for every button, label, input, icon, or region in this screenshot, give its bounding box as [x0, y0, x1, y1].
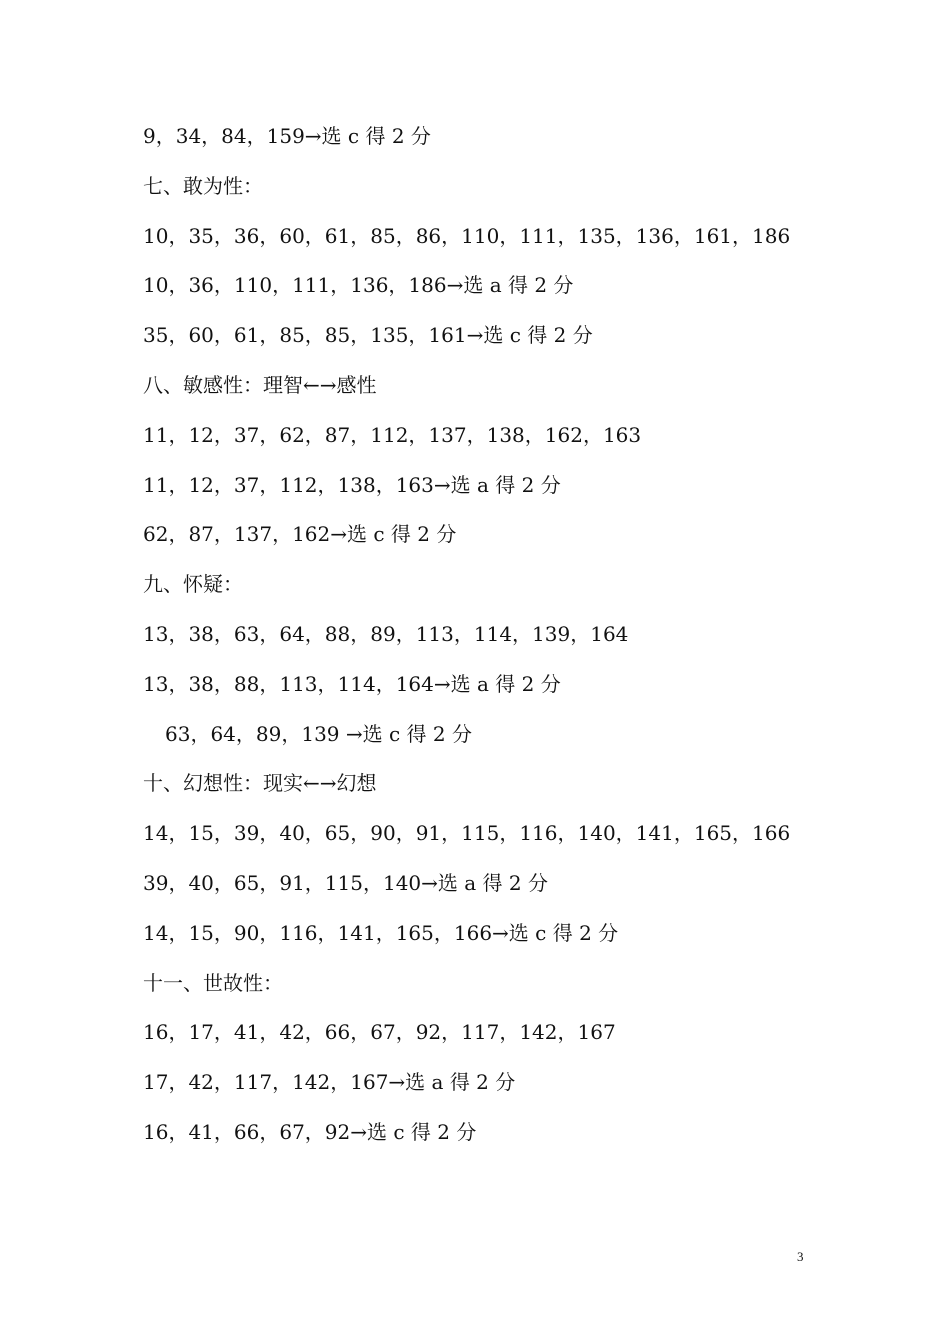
text-line: 17，42，117，142，167→选 a 得 2 分 — [143, 1070, 516, 1095]
section-heading: 十一、世故性： — [143, 970, 283, 995]
section-heading: 七、敢为性： — [143, 173, 263, 198]
text-line: 10，35，36，60，61，85，86，110，111，135，136，161，186 — [143, 223, 791, 248]
text-line: 16，17，41，42，66，67，92，117，142，167 — [143, 1020, 616, 1045]
text-line: 13，38，88，113，114，164→选 a 得 2 分 — [143, 671, 561, 696]
text-line: 11，12，37，112，138，163→选 a 得 2 分 — [143, 472, 561, 497]
text-line: 63，64，89，139 →选 c 得 2 分 — [165, 721, 472, 746]
text-line: 11，12，37，62，87，112，137，138，162，163 — [143, 422, 642, 447]
text-line: 35，60，61，85，85，135，161→选 c 得 2 分 — [143, 323, 593, 348]
text-line: 14，15，90，116，141，165，166→选 c 得 2 分 — [143, 920, 619, 945]
section-heading: 十、幻想性：现实←→幻想 — [143, 771, 377, 796]
text-line: 9，34，84，159→选 c 得 2 分 — [143, 124, 431, 148]
text-line: 16，41，66，67，92→选 c 得 2 分 — [143, 1119, 477, 1144]
text-line: 39，40，65，91，115，140→选 a 得 2 分 — [143, 870, 548, 895]
document-body — [143, 118, 883, 1164]
section-heading: 八、敏感性：理智←→感性 — [143, 372, 377, 397]
text-line: 13，38，63，64，88，89，113，114，139，164 — [143, 621, 629, 646]
page-number: 3 — [797, 1249, 804, 1264]
section-heading: 九、怀疑： — [143, 572, 243, 597]
text-line: 62，87，137，162→选 c 得 2 分 — [143, 522, 457, 547]
text-line: 14，15，39，40，65，90，91，115，116，140，141，165，166 — [143, 821, 791, 846]
text-line: 10，36，110，111，136，186→选 a 得 2 分 — [143, 273, 574, 298]
